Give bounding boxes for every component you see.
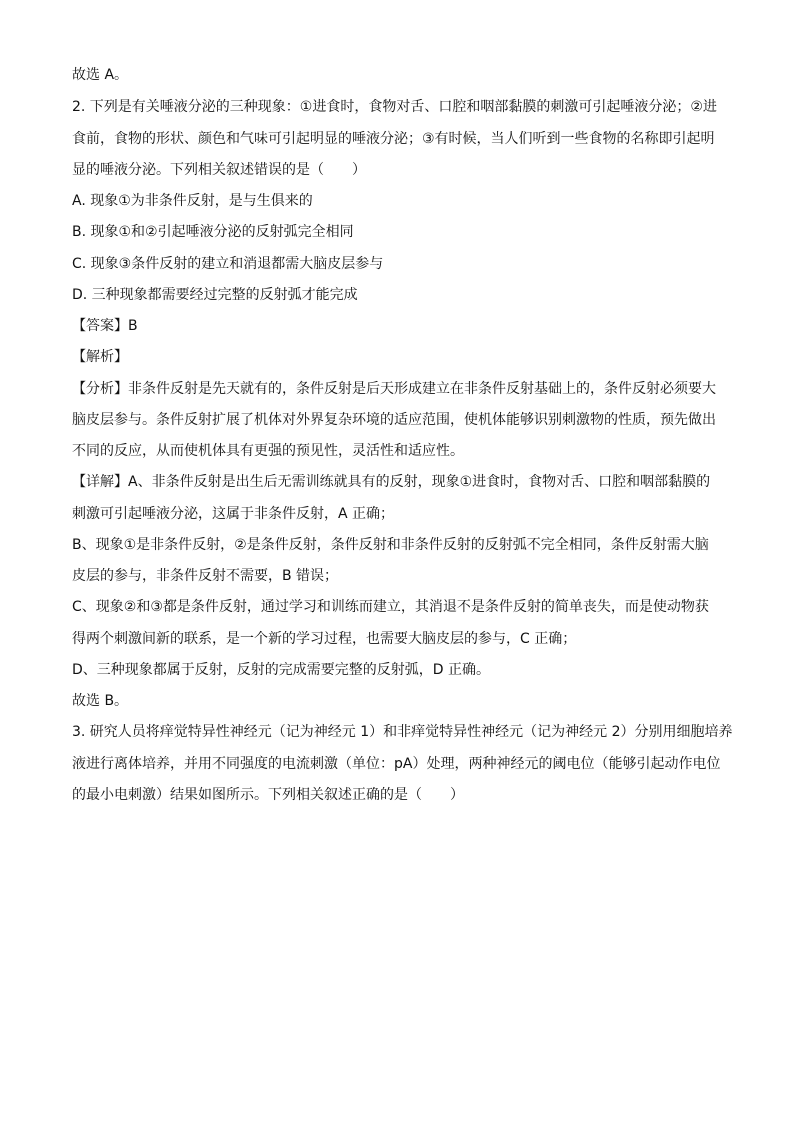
answer-label: 【答案】B — [72, 318, 138, 334]
detail-line: 【详解】A、非条件反射是出生后无需训练就具有的反射，现象①进食时，食物对舌、口腔和咽部黏膜的 — [72, 474, 711, 490]
question-3-stem-line: 的最小电刺激）结果如图所示。下列相关叙述正确的是（ ） — [72, 787, 464, 803]
detail-line: 皮层的参与，非条件反射不需要，B 错误； — [72, 568, 339, 584]
previous-conclusion: 故选 A。 — [72, 67, 129, 83]
question-3-stem-line: 3. 研究人员将痒觉特异性神经元（记为神经元 1）和非痒觉特异性神经元（记为神经元 2）分别用细胞培养 — [72, 724, 733, 740]
option-d: D. 三种现象都需要经过完整的反射弧才能完成 — [72, 287, 358, 303]
question-2-conclusion: 故选 B。 — [72, 693, 129, 709]
question-3-stem-line: 液进行离体培养，并用不同强度的电流刺激（单位：pA）处理，两种神经元的阈电位（能够引起动作电位 — [72, 756, 721, 772]
option-a: A. 现象①为非条件反射，是与生俱来的 — [72, 193, 313, 209]
analysis-heading: 【解析】 — [72, 349, 128, 365]
option-b: B. 现象①和②引起唾液分泌的反射弧完全相同 — [72, 224, 354, 240]
analysis-line: 不同的反应，从而使机体具有更强的预见性，灵活性和适应性。 — [72, 443, 464, 459]
detail-line: C、现象②和③都是条件反射，通过学习和训练而建立，其消退不是条件反射的简单丧失，而是使动物获 — [72, 599, 709, 615]
detail-line: 得两个刺激间新的联系，是一个新的学习过程，也需要大脑皮层的参与，C 正确； — [72, 631, 577, 647]
detail-line: B、现象①是非条件反射，②是条件反射，条件反射和非条件反射的反射弧不完全相同，条件反射需大脑 — [72, 537, 709, 553]
question-2-stem-line: 显的唾液分泌。下列相关叙述错误的是（ ） — [72, 162, 366, 178]
analysis-line: 脑皮层参与。条件反射扩展了机体对外界复杂环境的适应范围，使机体能够识别刺激物的性质，预先做出 — [72, 412, 716, 428]
detail-line: 刺激可引起唾液分泌，这属于非条件反射，A 正确； — [72, 506, 395, 522]
analysis-line: 【分析】非条件反射是先天就有的，条件反射是后天形成建立在非条件反射基础上的，条件反射必须要大 — [72, 381, 716, 397]
detail-line: D、三种现象都属于反射，反射的完成需要完整的反射弧，D 正确。 — [72, 662, 491, 678]
option-c: C. 现象③条件反射的建立和消退都需大脑皮层参与 — [72, 256, 384, 272]
question-2-stem-line: 食前，食物的形状、颜色和气味可引起明显的唾液分泌；③有时候，当人们听到一些食物的名称即引起明 — [72, 131, 715, 147]
question-2-stem-line: 2. 下列是有关唾液分泌的三种现象：①进食时，食物对舌、口腔和咽部黏膜的刺激可引起唾液分泌；②进 — [72, 99, 717, 115]
